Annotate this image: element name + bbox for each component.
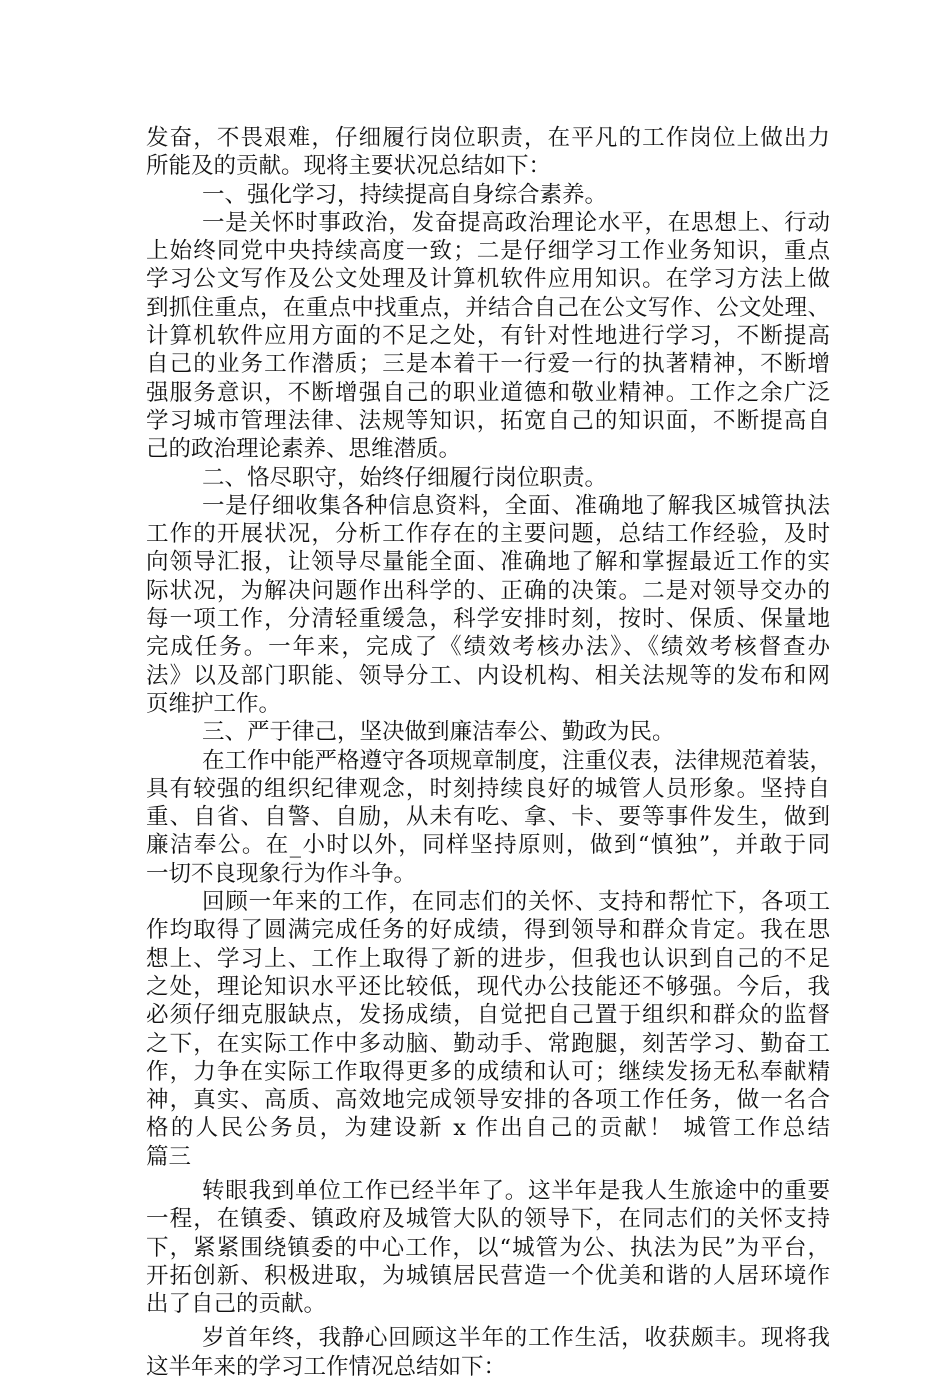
paragraph-line: 计算机软件应用方面的不足之处，有针对性地进行学习，不断提高 — [146, 323, 830, 350]
paragraph-line: 想上、学习上、工作上取得了新的进步，但我也认识到自己的不足 — [146, 945, 830, 972]
paragraph-line: 到抓住重点，在重点中找重点，并结合自己在公文写作、公文处理、 — [146, 294, 830, 321]
paragraph-line: 自己的业务工作潜质；三是本着干一行爱一行的执著精神，不断增 — [146, 351, 830, 378]
paragraph-line: 所能及的贡献。现将主要状况总结如下： — [146, 153, 552, 180]
paragraph-line: 一是关怀时事政治，发奋提高政治理论水平，在思想上、行动 — [202, 209, 830, 236]
paragraph-line: 之下，在实际工作中多动脑、勤动手、常跑腿，刻苦学习、勤奋工 — [146, 1030, 830, 1057]
paragraph-line: 强服务意识，不断增强自己的职业道德和敬业精神。工作之余广泛 — [146, 379, 830, 406]
paragraph-line: 出了自己的贡献。 — [146, 1291, 327, 1318]
paragraph-line: 完成任务。一年来，完成了《绩效考核办法》、《绩效考核督查办 — [146, 634, 830, 661]
paragraph-line: 在工作中能严格遵守各项规章制度，注重仪表，法律规范着装， — [202, 747, 833, 774]
paragraph-line: 神，真实、高质、高效地完成领导安排的各项工作任务，做一名合 — [146, 1087, 830, 1114]
paragraph-line: 必须仔细克服缺点，发扬成绩，自觉把自己置于组织和群众的监督 — [146, 1002, 830, 1029]
paragraph-line: 学习城市管理法律、法规等知识，拓宽自己的知识面，不断提高自 — [146, 407, 830, 434]
paragraph-line: 页维护工作。 — [146, 690, 282, 717]
paragraph-line: 转眼我到单位工作已经半年了。这半年是我人生旅途中的重要 — [202, 1177, 830, 1204]
paragraph-line: 己的政治理论素养、思维潜质。 — [146, 436, 462, 463]
paragraph-line: 发奋，不畏艰难，仔细履行岗位职责，在平凡的工作岗位上做出力 — [146, 125, 830, 151]
paragraph-line: 下，紧紧围绕镇委的中心工作，以“城管为公、执法为民”为平台， — [146, 1234, 830, 1261]
paragraph-line: 开拓创新、积极进取，为城镇居民营造一个优美和谐的人居环境作 — [146, 1262, 830, 1289]
paragraph-line: 格的人民公务员，为建设新 x 作出自己的贡献！ 城管工作总结 — [146, 1115, 830, 1142]
paragraph-line: 作，力争在实际工作取得更多的成绩和认可；继续发扬无私奉献精 — [146, 1058, 830, 1085]
paragraph-line: 岁首年终，我静心回顾这半年的工作生活，收获颇丰。现将我 — [202, 1325, 830, 1352]
paragraph-line: 廉洁奉公。在_小时以外，同样坚持原则，做到“慎独”，并敢于同 — [146, 832, 830, 859]
paragraph-line: 一是仔细收集各种信息资料，全面、准确地了解我区城管执法 — [202, 492, 830, 519]
paragraph-line: 重、自省、自警、自励，从未有吃、拿、卡、要等事件发生，做到 — [146, 804, 830, 831]
paragraph-line: 之处，理论知识水平还比较低，现代办公技能还不够强。今后，我 — [146, 973, 830, 1000]
paragraph-line: 学习公文写作及公文处理及计算机软件应用知识。在学习方法上做 — [146, 266, 830, 293]
paragraph-line: 际状况，为解决问题作出科学的、正确的决策。二是对领导交办的 — [146, 577, 830, 604]
paragraph-line: 具有较强的组织纪律观念，时刻持续良好的城管人员形象。坚持自 — [146, 775, 830, 802]
paragraph-line: 一程，在镇委、镇政府及城管大队的领导下，在同志们的关怀支持 — [146, 1206, 830, 1233]
paragraph-line: 回顾一年来的工作，在同志们的关怀、支持和帮忙下，各项工 — [202, 889, 830, 916]
paragraph-line: 篇三 — [146, 1143, 192, 1170]
section-heading-line: 二、恪尽职守，始终仔细履行岗位职责。 — [202, 464, 608, 491]
section-heading-line: 一、强化学习，持续提高自身综合素养。 — [202, 181, 608, 208]
paragraph-line: 每一项工作，分清轻重缓急，科学安排时刻，按时、保质、保量地 — [146, 606, 830, 633]
paragraph-line: 作均取得了圆满完成任务的好成绩，得到领导和群众肯定。我在思 — [146, 917, 830, 944]
paragraph-line: 工作的开展状况，分析工作存在的主要问题，总结工作经验，及时 — [146, 521, 830, 548]
paragraph-line: 向领导汇报，让领导尽量能全面、准确地了解和掌握最近工作的实 — [146, 549, 830, 576]
document-body — [146, 124, 833, 1381]
paragraph-line: 法》以及部门职能、领导分工、内设机构、相关法规等的发布和网 — [146, 662, 830, 689]
paragraph-line: 这半年来的学习工作情况总结如下： — [146, 1353, 507, 1380]
paragraph-line: 上始终同党中央持续高度一致；二是仔细学习工作业务知识，重点 — [146, 238, 830, 265]
paragraph-line: 一切不良现象行为作斗争。 — [146, 860, 417, 887]
section-heading-line: 三、严于律己，坚决做到廉洁奉公、勤政为民。 — [202, 719, 675, 746]
